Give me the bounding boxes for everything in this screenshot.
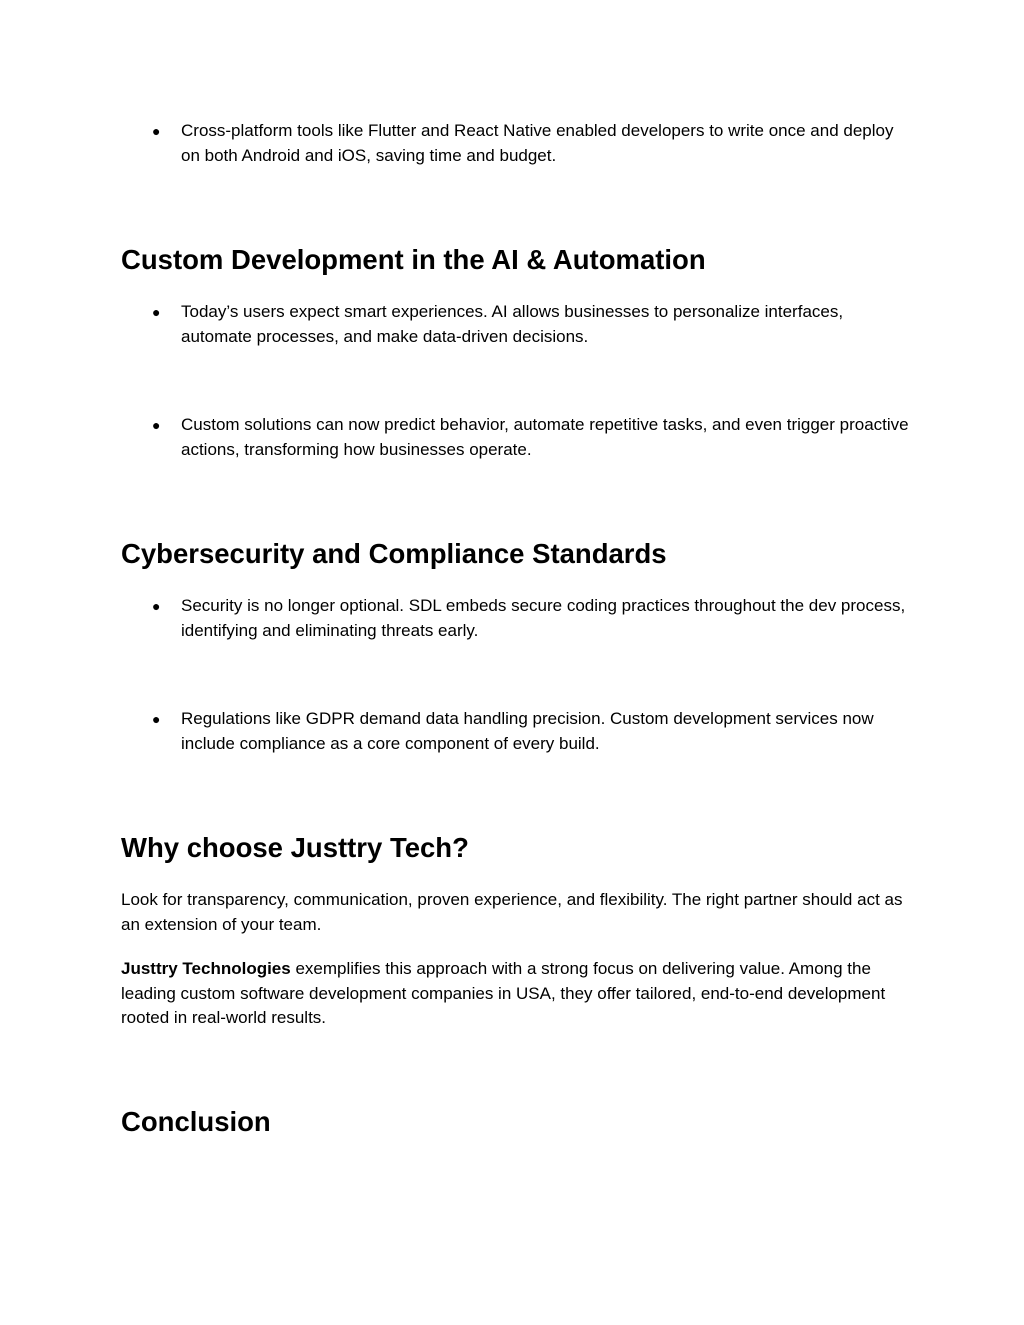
bullet-text: Security is no longer optional. SDL embeds secure coding practices throughout the dev process, identifying and eliminating threats early. <box>181 596 906 640</box>
bullet-text: Today’s users expect smart experiences. AI allows businesses to personalize interfaces, automate processes, and make data-driven decisions. <box>181 302 844 346</box>
bullet-glyph: ● <box>152 304 161 320</box>
paragraph-text: exemplifies this approach with a strong focus on delivering value. Among the leading custom software development companies in USA, they offer tailored, end-to-end development rooted in real-world results. <box>121 959 886 1027</box>
list-item <box>152 707 912 756</box>
section-heading-security: Cybersecurity and Compliance Standards <box>121 538 667 569</box>
bullet-text: Cross-platform tools like Flutter and React Native enabled developers to write once and deploy on both Android and iOS, saving time and budget. <box>181 121 894 165</box>
company-name-bold: Justtry Technologies <box>121 959 291 978</box>
section-heading-conclusion: Conclusion <box>121 1106 271 1137</box>
list-item <box>152 413 912 462</box>
paragraph <box>121 957 911 1031</box>
section-heading-why: Why choose Justtry Tech? <box>121 832 469 863</box>
section-heading-ai: Custom Development in the AI & Automation <box>121 244 706 275</box>
list-item <box>152 300 912 349</box>
bullet-text: Custom solutions can now predict behavior, automate repetitive tasks, and even trigger proactive actions, transforming how businesses operate. <box>181 415 909 459</box>
bullet-glyph: ● <box>152 598 161 614</box>
bullet-glyph: ● <box>152 711 161 727</box>
bullet-glyph: ● <box>152 417 161 433</box>
bullet-glyph: ● <box>152 123 161 139</box>
bullet-text: Regulations like GDPR demand data handling precision. Custom development services now include compliance as a core component of every build. <box>181 709 874 753</box>
list-item <box>152 594 912 643</box>
list-item <box>152 119 912 168</box>
paragraph: Look for transparency, communication, proven experience, and flexibility. The right partner should act as an extension of your team. <box>121 890 903 934</box>
